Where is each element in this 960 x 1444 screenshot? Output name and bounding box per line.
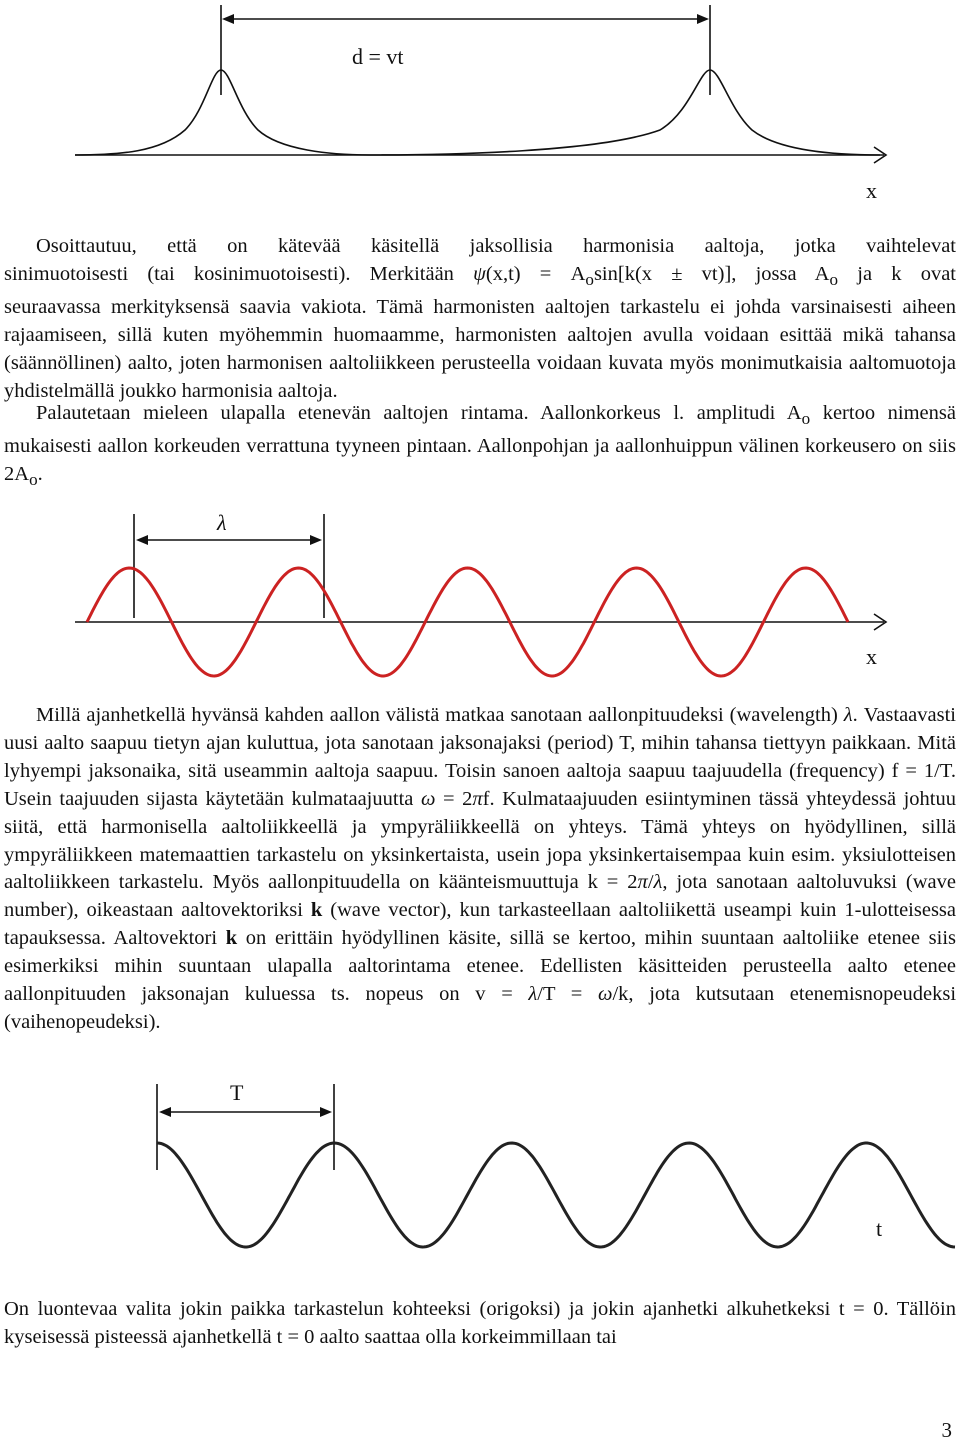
paragraph1-line2: sinimuotoisesti (tai kosinimuotoisesti). Merkitään $\psi(x,t) = A_o\sin[k(x \pm vt)]$, jossa $A_o$ ja k ovat [4, 262, 957, 289]
period-label: T [230, 1080, 244, 1105]
pulse-figure [0, 0, 960, 215]
pulse-1 [75, 70, 370, 155]
distance-label: d = vt [352, 44, 404, 69]
wavelength-figure [0, 500, 960, 700]
period-figure [0, 1070, 960, 1290]
paragraph1-rest: seuraavassa merkityksensä saavia vakiota. Tämä harmonisten aaltojen tarkastelu ei johda varsinaisesti aiheen rajaamiseen, sillä kuten myöhemmin huomaamme, harmonisten aaltojen avulla voidaan esittää mikä tahansa (säännöllinen) aalto, joten harmonisen aaltoliikkeen perusteella voidaan kuvata myös monimutkaisia aaltomuotoja yhdistelmällä joukko harmonisia aaltoja. [4, 295, 956, 402]
pulse-2 [370, 70, 880, 155]
lambda-label: λ [217, 510, 227, 535]
paragraph-origin: On luontevaa valita jokin paikka tarkastelun kohteeksi (origoksi) ja jokin ajanhetki alkuhetkeksi t = 0. Tällöin kyseisessä pisteessä ajanhetkellä t = 0 aalto saattaa olla korkeimmillaan tai [4, 1298, 956, 1348]
x-axis-label: x [866, 178, 877, 203]
paragraph-harmonic-waves [4, 233, 956, 406]
paragraph-amplitude: Palautetaan mieleen ulapalla etenevän aaltojen rintama. Aallonkorkeus l. amplitudi $A_o$ kertoo nimensä mukaisesti aallon korkeuden verrattuna tyyneen pintaan. Aallonpohjan ja aallonhuippun välinen korkeusero on siis $2A_o$. [4, 402, 956, 489]
t-axis-label: t [876, 1216, 883, 1241]
paragraph1-line1: Osoittautuu, että on kätevää käsitellä jaksollisia harmonisia aaltoja, jotka vaihtelevat [36, 235, 956, 257]
paragraph-wavelength-period: Millä ajanhetkellä hyvänsä kahden aallon välistä matkaa sanotaan aallonpituudeksi (wavelength) λ. Vastaavasti uusi aalto saapuu tietyn ajan kuluttua, jota sanotaan jaksonajaksi (period) T, mihin tahansa tiettyyn paikkaan. Mitä lyhyempi jaksonaika, sitä useammin aaltoja saapuu. Toisin sanoen aaltoja saapuu taajuudella (frequency) f = 1/T. Usein taajuuden sijasta käytetään kulmataajuutta ω = 2πf. Kulmataajuuden esiintyminen tässä yhteydessä johtuu siitä, että harmonisella aaltoliikkeellä ja ympyräliikkeellä on yhteys. Tämä yhteys on hyödyllinen, sillä ympyräliikkeen matemaattien tarkastelu on yksinkertaista, usein jopa yksinkertaisempaa kuin esim. yksiulotteisen aaltoliikkeen tarkastelu. Myös aallonpituudella on käänteismuuttuja k = 2π/λ, jota sanotaan aaltoluvuksi (wave number), oikeastaan aaltovektoriksi k (wave vector), kun tarkasteellaan aaltoliikettä useampi kuin 1-ulotteisessa tapauksessa. Aaltovektori k on erittäin hyödyllinen käsite, sillä se kertoo, mihin suuntaan aaltoliike etenee siis esimerkiksi mihin suuntaan ulapalla aaltorintama etenee. Edellisten käsitteiden perusteella aalto etenee aallonpituuden jaksonajan kuluessa ts. nopeus on v = λ/T = ω/k, jota kutsutaan etenemisnopeudeksi (vaihenopeudeksi). [4, 704, 957, 1033]
x-axis-label-2: x [866, 644, 877, 669]
page-number: 3 [941, 1418, 952, 1442]
sine-wave-time [157, 1143, 955, 1247]
